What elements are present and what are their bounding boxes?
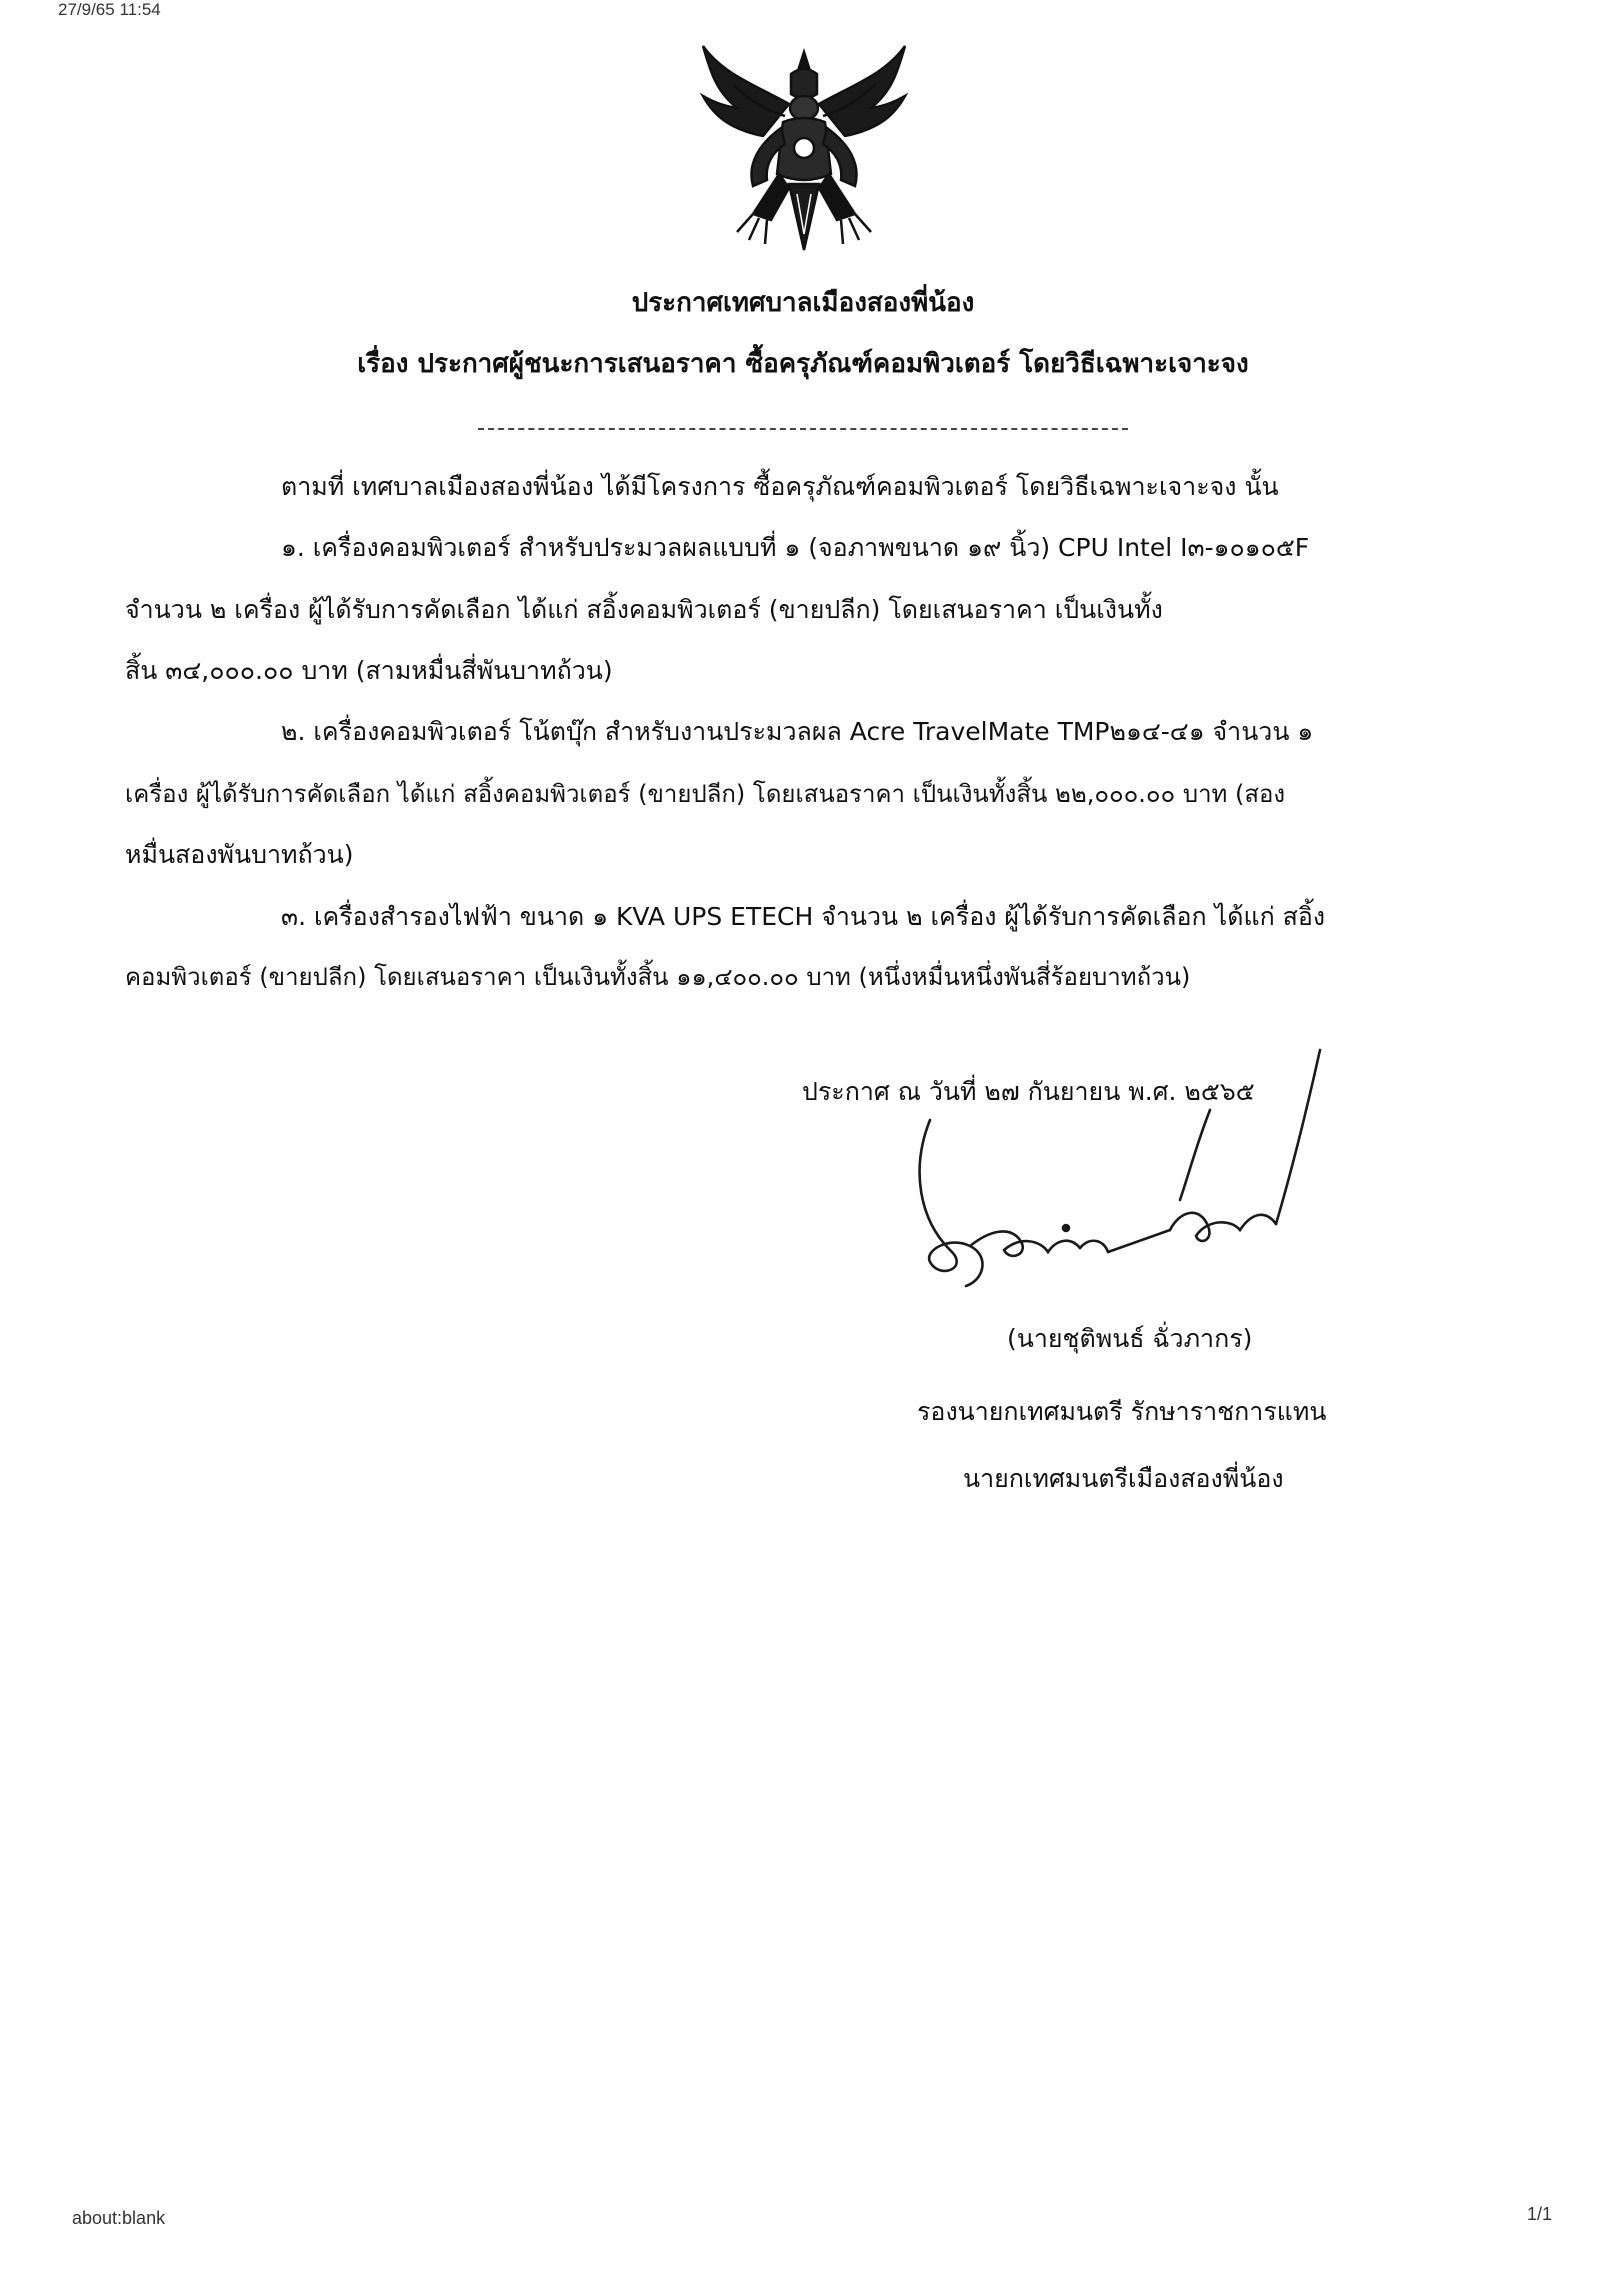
browser-print-timestamp: 27/9/65 11:54 xyxy=(58,0,161,19)
item-1-line-2: จำนวน ๒ เครื่อง ผู้ได้รับการคัดเลือก ได้แก่ สอิ้งคอมพิวเตอร์ (ขายปลีก) โดยเสนอราคา เป็นเงินทั้ง xyxy=(125,595,1163,624)
garuda-emblem-icon xyxy=(693,44,915,256)
divider-rule xyxy=(478,428,1128,430)
intro-paragraph: ตามที่ เทศบาลเมืองสองพี่น้อง ได้มีโครงการ ซื้อครุภัณฑ์คอมพิวเตอร์ โดยวิธีเฉพาะเจาะจง นั้น xyxy=(281,472,1279,501)
signer-name: (นายชุติพนธ์ ฉั่วภากร) xyxy=(1007,1324,1253,1353)
document-subject: เรื่อง ประกาศผู้ชนะการเสนอราคา ซื้อครุภัณฑ์คอมพิวเตอร์ โดยวิธีเฉพาะเจาะจง xyxy=(357,349,1249,379)
browser-print-url: about:blank xyxy=(72,2208,166,2228)
item-2-line-1: ๒. เครื่องคอมพิวเตอร์ โน้ตบุ๊ก สำหรับงานประมวลผล Acre TravelMate TMP๒๑๔-๔๑ จำนวน ๑ xyxy=(281,717,1314,746)
browser-print-page-number: 1/1 xyxy=(1526,2204,1552,2224)
item-1-line-1: ๑. เครื่องคอมพิวเตอร์ สำหรับประมวลผลแบบที่ ๑ (จอภาพขนาด ๑๙ นิ้ว) CPU Intel I๓-๑๐๑๐๕F xyxy=(281,533,1310,562)
item-3-line-2: คอมพิวเตอร์ (ขายปลีก) โดยเสนอราคา เป็นเงินทั้งสิ้น ๑๑,๔๐๐.๐๐ บาท (หนึ่งหมื่นหนึ่งพันสี่ร้อยบาทถ้วน) xyxy=(125,963,1191,991)
item-3-line-1: ๓. เครื่องสำรองไฟฟ้า ขนาด ๑ KVA UPS ETECH จำนวน ๒ เครื่อง ผู้ได้รับการคัดเลือก ได้แก่ สอิ้ง xyxy=(281,902,1326,931)
announce-date: ประกาศ ณ วันที่ ๒๗ กันยายน พ.ศ. ๒๕๖๕ xyxy=(802,1077,1255,1106)
item-1-line-3: สิ้น ๓๔,๐๐๐.๐๐ บาท (สามหมื่นสี่พันบาทถ้วน) xyxy=(125,656,613,685)
document-title: ประกาศเทศบาลเมืองสองพี่น้อง xyxy=(631,288,975,318)
signer-position-2: นายกเทศมนตรีเมืองสองพี่น้อง xyxy=(963,1464,1284,1493)
item-2-line-2: เครื่อง ผู้ได้รับการคัดเลือก ได้แก่ สอิ้งคอมพิวเตอร์ (ขายปลีก) โดยเสนอราคา เป็นเงินทั้งสิ้น ๒๒,๐๐๐.๐๐ บาท (สอง xyxy=(125,780,1286,808)
item-2-line-3: หมื่นสองพันบาทถ้วน) xyxy=(125,840,354,869)
signer-position-1: รองนายกเทศมนตรี รักษาราชการแทน xyxy=(917,1397,1327,1426)
handwritten-signature-icon xyxy=(880,1040,1340,1310)
